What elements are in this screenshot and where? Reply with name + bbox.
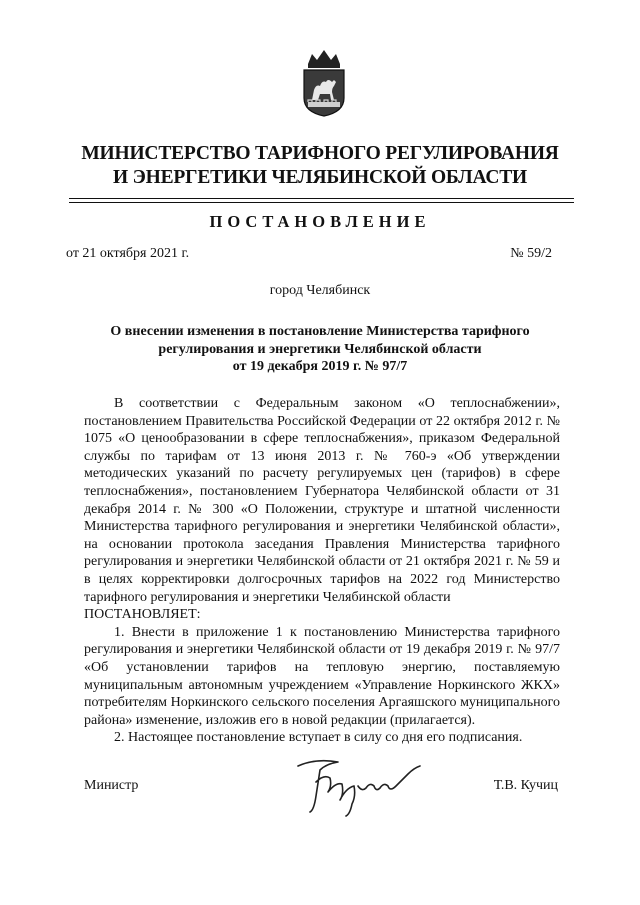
document-title [90, 323, 550, 376]
document-body [84, 395, 560, 747]
preamble-paragraph: В соответствии с Федеральным законом «О теплоснабжении», постановлением Правительства Российской Федерации от 22 октября 2012 г. № 1075 «О ценообразовании в сфере теплоснабжения», приказом Федеральной службы по тарифам от 13 июня 2013 г. № 760-э «Об утверждении методических указаний по расчету регулируемых цен (тарифов) в сфере теплоснабжения», постановлением Губернатора Челябинской области от 31 декабря 2014 г. № 300 «О Положении, структуре и штатной численности Министерства тарифного регулирования и энергетики Челябинской области», на основании протокола заседания Правления Министерства тарифного регулирования и энергетики Челябинской области от 21 октября 2021 г. № 59 и в целях корректировки долгосрочных тарифов на 2022 год Министерство тарифного регулирования и энергетики Челябинской области [84, 396, 560, 605]
document-title-line-1: О внесении изменения в постановление Министерства тарифного [110, 324, 530, 339]
document-type: ПОСТАНОВЛЕНИЕ [209, 212, 431, 231]
ministry-name-line-1: МИНИСТЕРСТВО ТАРИФНОГО РЕГУЛИРОВАНИЯ [81, 143, 559, 164]
document-title-line-2: регулирования и энергетики Челябинской области [158, 341, 482, 357]
decree-word: ПОСТАНОВЛЯЕТ: [84, 607, 201, 623]
document-city: город Челябинск [269, 283, 371, 298]
handwritten-signature-icon [286, 752, 436, 818]
header-rule-thick [69, 198, 574, 199]
document-date: от 21 октября 2021 г. [66, 246, 190, 261]
signer-name: Т.В. Кучиц [493, 778, 558, 793]
item-1-paragraph: 1. Внести в приложение 1 к постановлению Министерства тарифного регулирования и энергетики Челябинской области от 19 декабря 2019 г. № 97/7 «Об установлении тарифов на тепловую энергию, поставляемую муниципальным автономным учреждением «Управление Норкинского ЖКХ» потребителям Норкинского сельского поселения Аргаяшского муниципального района» изменение, изложив его в новой редакции (прилагается). [84, 624, 560, 728]
coat-of-arms-icon [298, 48, 350, 118]
signer-role: Министр [84, 778, 139, 793]
document-number: № 59/2 [510, 246, 552, 261]
header-rule-thin [69, 202, 574, 203]
document-title-line-3: от 19 декабря 2019 г. № 97/7 [232, 359, 408, 374]
item-2-paragraph: 2. Настоящее постановление вступает в силу со дня его подписания. [114, 730, 523, 746]
ministry-name-line-2: И ЭНЕРГЕТИКИ ЧЕЛЯБИНСКОЙ ОБЛАСТИ [112, 167, 528, 188]
ministry-name [60, 142, 580, 190]
